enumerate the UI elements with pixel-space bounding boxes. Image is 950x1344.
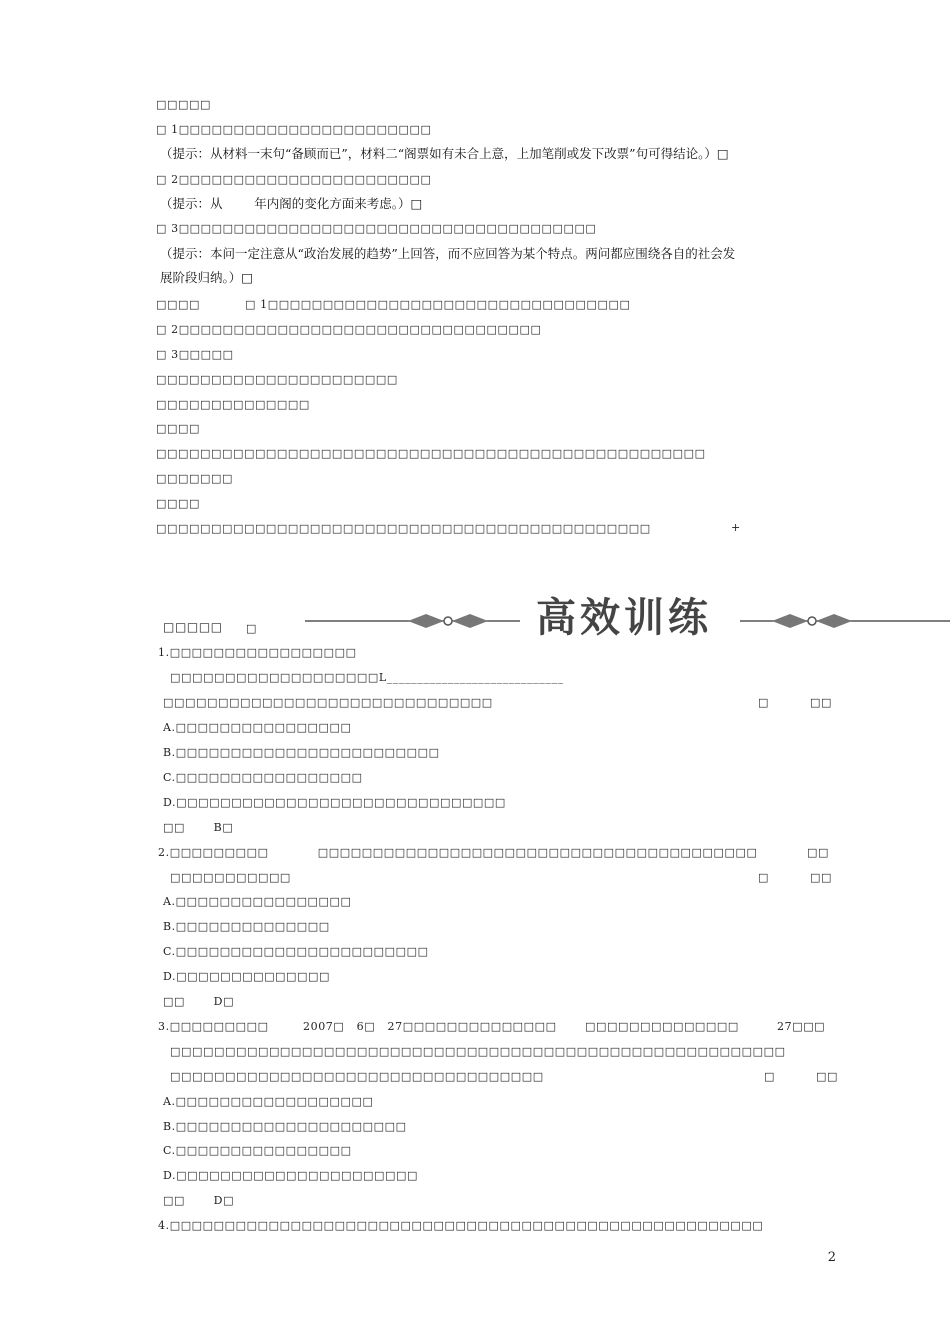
answer-line: □□□□ <box>156 422 200 435</box>
answer-line: □□□□ <box>156 497 200 510</box>
question-stem: 3.□□□□□□□□□ <box>158 1020 269 1033</box>
answer-line: □□□□□□□□□□□□□□□□□□□□□□ <box>156 373 398 386</box>
section-label: □□□□□ <box>163 620 223 634</box>
option-b: B.□□□□□□□□□□□□□□ <box>163 920 330 933</box>
banner-title: 高效训练 <box>536 595 712 641</box>
answer-bracket: □ □□ <box>758 696 832 709</box>
question-stem: 2.□□□□□□□□□ □□□□□□□□□□□□□□□□□□□□□□□□□□□□□□□□□□□□□□□□ <box>158 846 758 859</box>
option-a: A.□□□□□□□□□□□□□□□□ <box>163 721 352 734</box>
hint-line: （提示：本问一定注意从“政治发展的趋势”上回答，而不应回答为某个特点。两问都应围绕各自的社会发 <box>160 246 736 261</box>
section-mark: □ <box>246 622 257 635</box>
option-b: B.□□□□□□□□□□□□□□□□□□□□□□□□ <box>163 746 440 759</box>
option-a: A.□□□□□□□□□□□□□□□□□□ <box>163 1095 374 1108</box>
question-line: □□□□□□□□□□□□□□□□□□□□□□□□□□□□□□□□□□□□□□□□□□□□□□□□□□□□□□□□ <box>170 1045 786 1058</box>
option-c: C.□□□□□□□□□□□□□□□□□□□□□□□ <box>163 945 429 958</box>
question-line: 2007□ 6□ 27□□□□□□□□□□□□□□ <box>303 1020 557 1033</box>
option-d: D.□□□□□□□□□□□□□□□□□□□□□□ <box>163 1169 418 1182</box>
question-line: □ 2□□□□□□□□□□□□□□□□□□□□□□□ <box>156 173 432 186</box>
option-c: C.□□□□□□□□□□□□□□□□ <box>163 1144 352 1157</box>
question-answer: □□ D□ <box>163 995 235 1008</box>
question-line: 27□□□ <box>777 1020 826 1033</box>
answer-bracket: □ □□ <box>764 1070 838 1083</box>
answer-bracket: □ □□ <box>758 871 832 884</box>
question-answer: □□ B□ <box>163 821 234 834</box>
question-answer: □□ D□ <box>163 1194 235 1207</box>
question-stem: 4.□□□□□□□□□□□□□□□□□□□□□□□□□□□□□□□□□□□□□□□□□□□□□□□□□□□□□□ <box>158 1219 764 1232</box>
question-line: □□□□□□□□□□□□□□□□□□□L_____________________________ <box>170 671 564 684</box>
option-d: D.□□□□□□□□□□□□□□□□□□□□□□□□□□□□□□ <box>163 796 506 809</box>
option-b: B.□□□□□□□□□□□□□□□□□□□□□ <box>163 1120 407 1133</box>
answer-line: □□□□□□□□□□□□□□□□□□□□□□□□□□□□□□□□□□□□□□□□□□□□□ <box>156 522 651 535</box>
text-line: □□□□□ <box>156 98 211 111</box>
question-line: □□ <box>807 846 829 859</box>
answer-line: □ 3□□□□□ <box>156 348 234 361</box>
question-line: □□□□□□□□□□□□□□□□□□□□□□□□□□□□□□□□□□ <box>170 1070 544 1083</box>
question-line: □□□□□□□□□□□□□□□□□□□□□□□□□□□□□□ <box>163 696 493 709</box>
section-banner <box>300 590 950 650</box>
page-number: 2 <box>827 1250 836 1265</box>
answer-line: □□□□□□□□□□□□□□ <box>156 398 310 411</box>
question-line: □□□□□□□□□□□ <box>170 871 291 884</box>
answer-line: □□□□□□□ <box>156 472 233 485</box>
question-line: □□□□□□□□□□□□□□ <box>585 1020 739 1033</box>
hint-line: 展阶段归纳。）□ <box>160 270 254 285</box>
question-stem: 1.□□□□□□□□□□□□□□□□□ <box>158 646 357 659</box>
option-d: D.□□□□□□□□□□□□□□ <box>163 970 331 983</box>
question-line: □ 3□□□□□□□□□□□□□□□□□□□□□□□□□□□□□□□□□□□□□□ <box>156 222 597 235</box>
answer-line: □ 2□□□□□□□□□□□□□□□□□□□□□□□□□□□□□□□□□ <box>156 323 542 336</box>
answer-line: □□□□□□□□□□□□□□□□□□□□□□□□□□□□□□□□□□□□□□□□□□□□□□□□□□ <box>156 447 706 460</box>
plus-mark: + <box>731 521 741 534</box>
option-c: C.□□□□□□□□□□□□□□□□□ <box>163 771 363 784</box>
hint-line: （提示：从材料一末句“备顾而已”，材料二“阁票如有未合上意，上加笔削或发下改票”句可得结论。）□ <box>160 146 729 161</box>
question-line: □ 1□□□□□□□□□□□□□□□□□□□□□□□ <box>156 123 432 136</box>
answer-line: □□□□ □ 1□□□□□□□□□□□□□□□□□□□□□□□□□□□□□□□□□ <box>156 298 631 311</box>
hint-line: （提示：从 年内阁的变化方面来考虑。）□ <box>160 196 423 211</box>
option-a: A.□□□□□□□□□□□□□□□□ <box>163 895 352 908</box>
